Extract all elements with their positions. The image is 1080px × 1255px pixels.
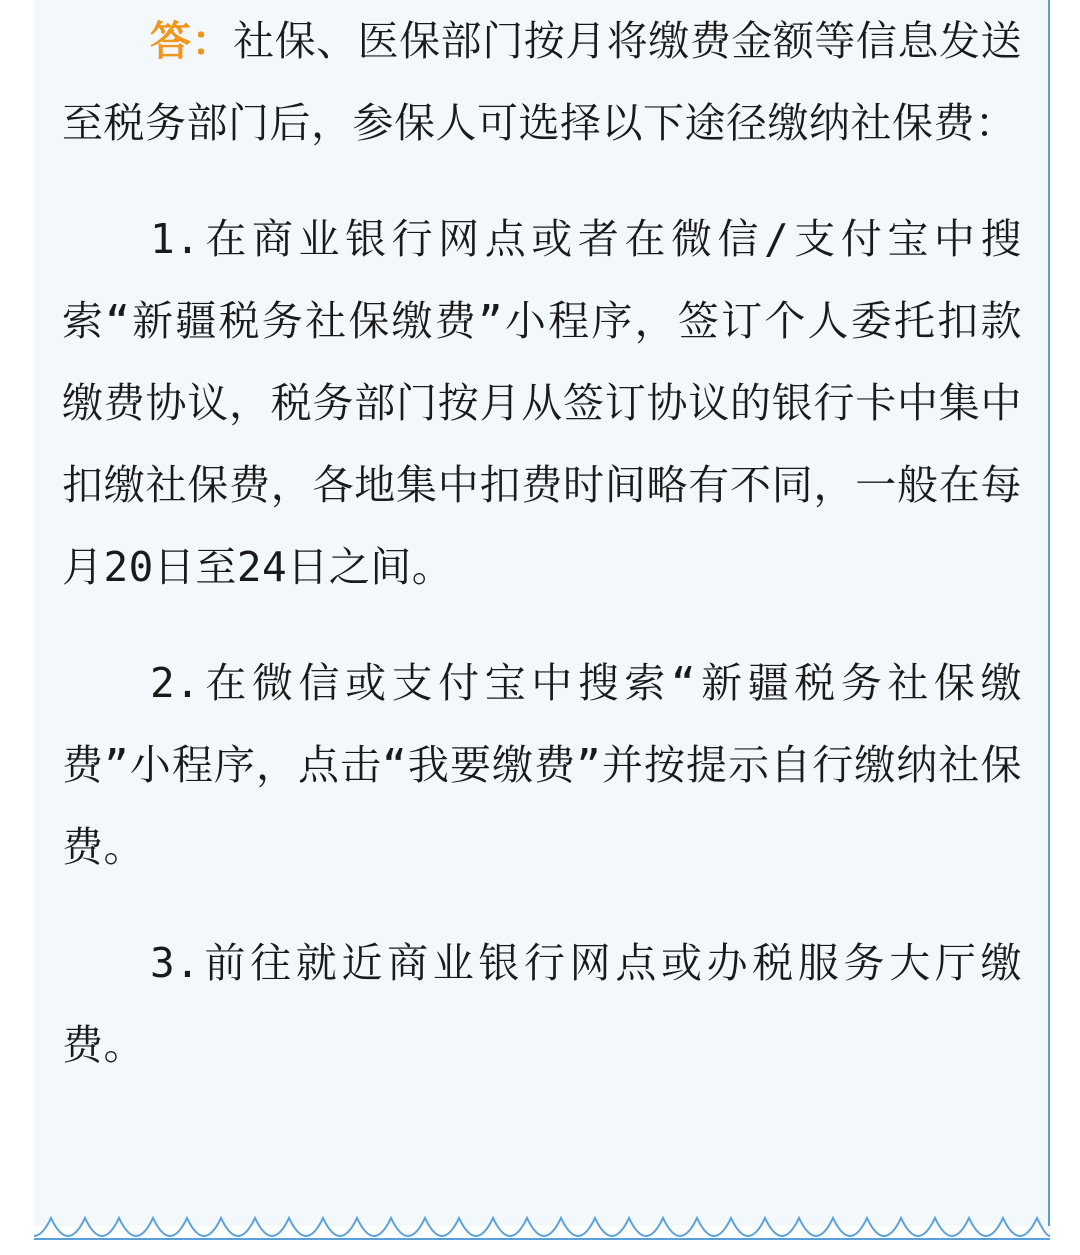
answer-item-2: 2.在微信或支付宝中搜索“新疆税务社保缴费”小程序，点击“我要缴费”并按提示自行缴纳社保费。 [62,659,1022,871]
wavy-border-decoration [34,1212,1050,1242]
answer-intro-text: 社保、医保部门按月将缴费金额等信息发送至税务部门后，参保人可选择以下途径缴纳社保费： [62,17,1023,147]
answer-item-1: 1.在商业银行网点或者在微信/支付宝中搜索“新疆税务社保缴费”小程序，签订个人委托扣款缴费协议，税务部门按月从签订协议的银行卡中集中扣缴社保费，各地集中扣费时间略有不同，一般在每月20日至24日之间。 [62,215,1022,591]
answer-label: 答： [150,17,234,65]
answer-item-3: 3.前往就近商业银行网点或办税服务大厅缴费。 [62,939,1022,1069]
answer-intro-paragraph [62,0,1022,164]
answer-block [62,0,1022,1086]
